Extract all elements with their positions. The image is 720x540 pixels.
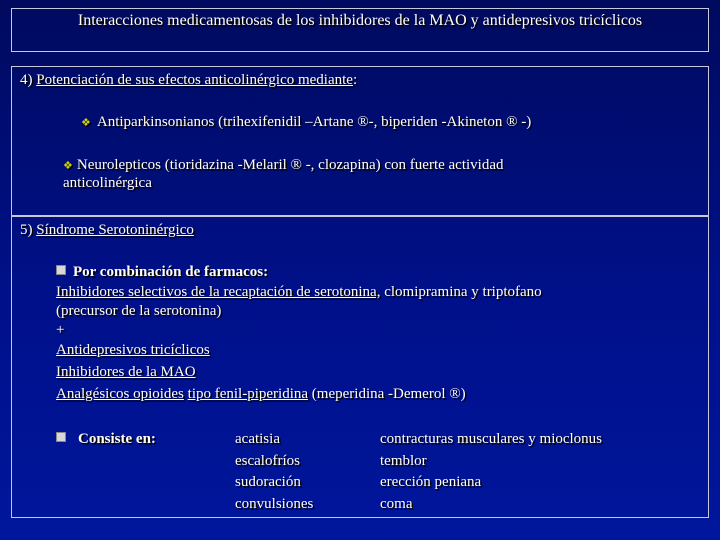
ssri-text: Inhibidores selectivos de la recaptación de serotonina,	[56, 284, 381, 300]
antiparkinsonianos-item	[81, 113, 531, 132]
symptom-item: sudoración	[235, 474, 301, 490]
section-4-heading-colon: :	[352, 72, 358, 88]
symptom-item: contracturas musculares y mioclonus	[380, 431, 603, 447]
symptoms-column-1	[235, 429, 313, 515]
ssri-rest: clomipramina y triptofano	[380, 284, 542, 300]
opioides-text: Analgésicos opioides	[56, 386, 184, 402]
antiparkinsonianos-text: Antiparkinsonianos (trihexifenidil –Artane ®-, biperiden -Akineton ® -)	[96, 114, 532, 130]
triciclicos-line: Antidepresivos tricíclicos	[56, 342, 210, 358]
section-5-heading-text: Síndrome Serotoninérgico	[36, 222, 194, 238]
diamond-icon: ❖	[81, 117, 91, 129]
section-5-box	[11, 216, 709, 518]
symptoms-column-2	[380, 429, 602, 515]
opioides-line	[56, 385, 466, 403]
section-4-number: 4)	[20, 72, 37, 88]
consiste-label: Consiste en:	[78, 431, 156, 447]
neurolepticos-item	[63, 156, 504, 175]
symptom-item: acatisia	[235, 431, 280, 447]
section-4-heading	[20, 71, 357, 89]
fenilpiperidina-text: tipo fenil-piperidina	[187, 386, 309, 402]
symptom-item: coma	[380, 495, 413, 512]
section-4-box	[11, 66, 709, 216]
consiste-item	[56, 430, 156, 448]
imao-line: Inhibidores de la MAO	[56, 364, 196, 380]
section-5-number: 5)	[20, 222, 37, 238]
diamond-icon: ❖	[63, 160, 73, 172]
plus-sign: +	[56, 322, 65, 338]
title-box	[11, 8, 709, 52]
symptom-item: erección peniana	[380, 474, 482, 490]
ssri-line	[56, 283, 542, 301]
neurolepticos-text-line1: Neurolepticos (tioridazina -Melaril ® -, clozapina) con fuerte actividad	[76, 157, 504, 173]
precursor-line: (precursor de la serotonina)	[56, 303, 222, 319]
section-4-heading-text: Potenciación de sus efectos anticolinérgico mediante	[36, 72, 353, 88]
symptom-item: temblor	[380, 452, 427, 469]
meperidina-text: (meperidina -Demerol ®)	[308, 386, 466, 402]
neurolepticos-text-line2: anticolinérgica	[63, 175, 152, 191]
combination-item	[56, 263, 268, 281]
section-5-heading	[20, 221, 194, 239]
symptom-item: escalofríos	[235, 452, 300, 469]
combination-label: Por combinación de farmacos:	[73, 264, 269, 280]
square-bullet-icon	[56, 265, 66, 275]
slide-title: Interacciones medicamentosas de los inhibidores de la MAO y antidepresivos tricíclicos	[77, 12, 643, 29]
square-bullet-icon	[56, 432, 66, 442]
symptom-item: convulsiones	[235, 495, 314, 512]
